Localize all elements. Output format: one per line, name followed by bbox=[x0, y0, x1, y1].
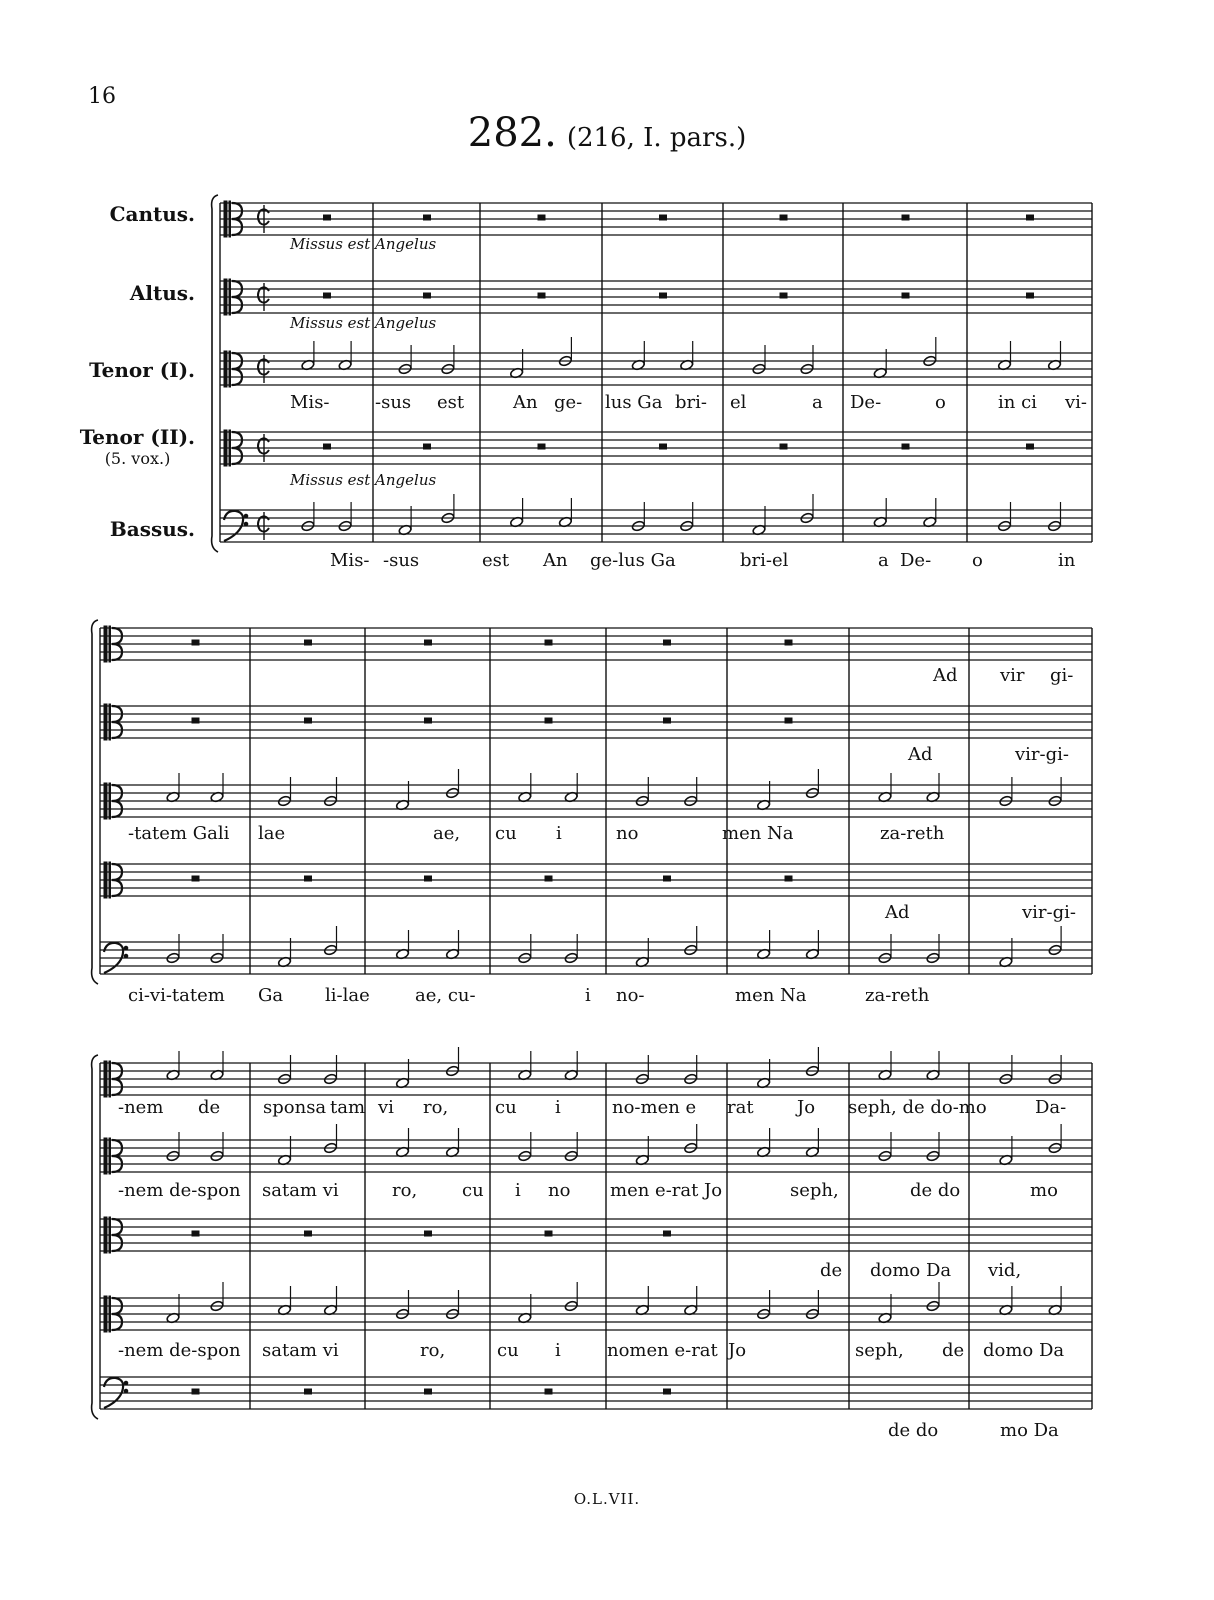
c-clef-icon bbox=[104, 1061, 107, 1097]
whole-rest-icon bbox=[324, 293, 331, 298]
c-clef-icon bbox=[104, 1296, 107, 1332]
lyric-s1-t1-5: lus Ga bbox=[605, 392, 663, 413]
voice-label-altus: Altus. bbox=[129, 281, 195, 305]
lyric-s2-t1-7: za-reth bbox=[880, 823, 945, 844]
motet-number: 282. bbox=[467, 110, 557, 156]
lyric-s3-t2-6: Jo bbox=[728, 1340, 747, 1361]
lyric-s2-b-4: i bbox=[585, 985, 591, 1006]
lyric-s3-c-8: no-men e bbox=[612, 1097, 697, 1118]
whole-rest-icon bbox=[538, 215, 545, 220]
c-clef-icon bbox=[109, 1217, 111, 1253]
lyric-s3-t2-1: satam vi bbox=[262, 1340, 339, 1361]
lyric-s1-b-8: o bbox=[972, 550, 983, 571]
c-clef-icon bbox=[104, 862, 107, 898]
whole-rest-icon bbox=[664, 1389, 671, 1394]
c-clef-icon bbox=[104, 1217, 107, 1253]
lyric-s3-t1-0: de bbox=[820, 1260, 843, 1281]
f-clef-icon bbox=[244, 522, 248, 526]
lyric-s1-b-7: De- bbox=[900, 550, 932, 571]
whole-rest-icon bbox=[902, 215, 909, 220]
lyric-s1-t1-8: a bbox=[812, 392, 823, 413]
publisher-footer: O.L.VII. bbox=[573, 1490, 641, 1508]
whole-rest-icon bbox=[425, 1231, 432, 1236]
c-clef-icon bbox=[229, 430, 231, 466]
lyric-s3-a-2: ro, bbox=[392, 1180, 418, 1201]
lyric-s3-c-12: Da- bbox=[1035, 1097, 1067, 1118]
lyric-s1-b-0: Mis- bbox=[330, 550, 370, 571]
c-clef-icon bbox=[104, 1138, 107, 1174]
voice-label-cantus: Cantus. bbox=[109, 202, 195, 226]
lyric-s3-a-0: -nem de-spon bbox=[118, 1180, 241, 1201]
whole-rest-icon bbox=[660, 444, 667, 449]
lyric-s3-a-3: cu bbox=[462, 1180, 484, 1201]
whole-rest-icon bbox=[192, 1389, 199, 1394]
lyric-s2-t1-1: lae bbox=[258, 823, 286, 844]
whole-rest-icon bbox=[424, 215, 431, 220]
whole-rest-icon bbox=[902, 293, 909, 298]
whole-rest-icon bbox=[305, 718, 312, 723]
f-clef-icon bbox=[124, 1381, 128, 1385]
lyric-s2-b-5: no- bbox=[616, 985, 645, 1006]
system-bracket bbox=[92, 1055, 98, 1419]
whole-rest-icon bbox=[538, 444, 545, 449]
c-clef-icon bbox=[104, 626, 107, 662]
lyric-s3-a-1: satam vi bbox=[262, 1180, 339, 1201]
lyric-s3-a-4: i bbox=[515, 1180, 521, 1201]
whole-rest-icon bbox=[324, 444, 331, 449]
whole-rest-icon bbox=[664, 1231, 671, 1236]
lyric-s2-c-2: gi- bbox=[1050, 665, 1074, 686]
c-clef-icon bbox=[229, 351, 231, 387]
lyric-s1-b-4: ge-lus Ga bbox=[590, 550, 676, 571]
whole-rest-icon bbox=[545, 640, 552, 645]
lyric-s3-c-6: cu bbox=[495, 1097, 517, 1118]
lyric-s2-t1-6: men Na bbox=[722, 823, 794, 844]
c-clef-icon bbox=[104, 704, 107, 740]
lyric-s2-b-6: men Na bbox=[735, 985, 807, 1006]
lyric-s1-t1-7: el bbox=[730, 392, 747, 413]
lyric-s3-c-1: de bbox=[198, 1097, 221, 1118]
whole-rest-icon bbox=[664, 876, 671, 881]
lyric-s3-c-9: rat bbox=[727, 1097, 754, 1118]
whole-rest-icon bbox=[660, 293, 667, 298]
whole-rest-icon bbox=[305, 1389, 312, 1394]
lyric-s3-a-6: men e-rat Jo bbox=[610, 1180, 723, 1201]
voice-sublabel-tenor2: (5. vox.) bbox=[104, 449, 171, 468]
whole-rest-icon bbox=[660, 215, 667, 220]
lyric-s3-t2-5: nomen e-rat bbox=[607, 1340, 718, 1361]
lyric-s2-t1-5: no bbox=[616, 823, 639, 844]
whole-rest-icon bbox=[1027, 444, 1034, 449]
lyric-s1-b-2: est bbox=[482, 550, 510, 571]
c-clef-icon bbox=[224, 430, 227, 466]
c-clef-icon bbox=[109, 1296, 111, 1332]
whole-rest-icon bbox=[324, 215, 331, 220]
whole-rest-icon bbox=[785, 876, 792, 881]
lyric-s2-t1-4: i bbox=[556, 823, 562, 844]
whole-rest-icon bbox=[785, 640, 792, 645]
lyric-s3-t2-4: i bbox=[555, 1340, 561, 1361]
whole-rest-icon bbox=[424, 444, 431, 449]
incipit-tenor2: Missus est Angelus bbox=[290, 471, 437, 489]
whole-rest-icon bbox=[545, 1389, 552, 1394]
c-clef-icon bbox=[104, 783, 107, 819]
lyric-s3-t2-9: domo Da bbox=[983, 1340, 1065, 1361]
voice-label-tenor2-name: Tenor (II). bbox=[79, 425, 195, 449]
lyric-s3-t2-0: -nem de-spon bbox=[118, 1340, 241, 1361]
f-clef-icon bbox=[124, 946, 128, 950]
lyric-s2-a-1: vir-gi- bbox=[1015, 744, 1069, 765]
incipit-altus: Missus est Angelus bbox=[290, 314, 437, 332]
lyric-s3-b-0: de do bbox=[888, 1420, 939, 1441]
lyric-s1-b-3: An bbox=[543, 550, 568, 571]
c-clef-icon bbox=[109, 862, 111, 898]
lyric-s1-t1-4: ge- bbox=[554, 392, 583, 413]
c-clef-icon bbox=[109, 626, 111, 662]
c-clef-icon bbox=[109, 783, 111, 819]
lyric-s3-a-8: de do bbox=[910, 1180, 961, 1201]
lyric-s1-t1-9: De- bbox=[850, 392, 882, 413]
whole-rest-icon bbox=[425, 1389, 432, 1394]
lyric-s3-c-5: ro, bbox=[423, 1097, 449, 1118]
c-clef-icon bbox=[109, 1138, 111, 1174]
lyric-s1-t1-6: bri- bbox=[675, 392, 707, 413]
lyric-s3-c-3: tam bbox=[330, 1097, 366, 1118]
lyric-s2-t2-0: Ad bbox=[885, 902, 910, 923]
lyric-s1-t1-1: -sus bbox=[375, 392, 412, 413]
lyric-s3-t2-3: cu bbox=[497, 1340, 519, 1361]
lyric-s3-a-5: no bbox=[548, 1180, 571, 1201]
c-clef-icon bbox=[229, 201, 231, 237]
lyric-s3-c-0: -nem bbox=[118, 1097, 164, 1118]
c-clef-icon bbox=[224, 351, 227, 387]
whole-rest-icon bbox=[305, 1231, 312, 1236]
lyric-s3-a-9: mo bbox=[1030, 1180, 1058, 1201]
lyric-s3-c-4: vi bbox=[378, 1097, 394, 1118]
whole-rest-icon bbox=[785, 718, 792, 723]
whole-rest-icon bbox=[664, 718, 671, 723]
lyric-s3-c-7: i bbox=[555, 1097, 561, 1118]
lyric-s1-t1-11: in ci bbox=[998, 392, 1037, 413]
c-clef-icon bbox=[109, 704, 111, 740]
whole-rest-icon bbox=[545, 718, 552, 723]
lyric-s2-a-0: Ad bbox=[908, 744, 933, 765]
whole-rest-icon bbox=[425, 640, 432, 645]
whole-rest-icon bbox=[1027, 293, 1034, 298]
system-bracket bbox=[212, 195, 218, 552]
whole-rest-icon bbox=[780, 215, 787, 220]
whole-rest-icon bbox=[538, 293, 545, 298]
lyric-s3-c-10: Jo bbox=[797, 1097, 816, 1118]
voice-label-tenor1: Tenor (I). bbox=[89, 358, 195, 382]
lyric-s3-t2-7: seph, bbox=[855, 1340, 904, 1361]
lyric-s2-t1-0: -tatem Gali bbox=[128, 823, 230, 844]
lyric-s2-b-1: Ga bbox=[258, 985, 284, 1006]
f-clef-icon bbox=[244, 514, 248, 518]
lyric-s1-b-6: a bbox=[878, 550, 889, 571]
lyric-s1-b-9: in bbox=[1058, 550, 1076, 571]
whole-rest-icon bbox=[545, 876, 552, 881]
lyric-s1-t1-12: vi- bbox=[1065, 392, 1088, 413]
lyric-s3-t2-8: de bbox=[942, 1340, 965, 1361]
lyric-s2-t1-3: cu bbox=[495, 823, 517, 844]
whole-rest-icon bbox=[780, 444, 787, 449]
whole-rest-icon bbox=[192, 718, 199, 723]
c-clef-icon bbox=[224, 201, 227, 237]
motet-subtitle: (216, I. pars.) bbox=[566, 123, 747, 153]
lyric-s2-c-1: vir bbox=[1000, 665, 1025, 686]
incipit-cantus: Missus est Angelus bbox=[290, 235, 437, 253]
c-clef-icon bbox=[224, 279, 227, 315]
whole-rest-icon bbox=[192, 640, 199, 645]
lyric-s2-t1-2: ae, bbox=[433, 823, 461, 844]
voice-label-bassus: Bassus. bbox=[109, 517, 195, 541]
lyric-s1-t1-10: o bbox=[935, 392, 946, 413]
whole-rest-icon bbox=[902, 444, 909, 449]
lyric-s1-t1-0: Mis- bbox=[290, 392, 330, 413]
f-clef-icon bbox=[124, 1389, 128, 1393]
whole-rest-icon bbox=[192, 876, 199, 881]
lyric-s1-t1-3: An bbox=[513, 392, 538, 413]
lyric-s3-t2-2: ro, bbox=[420, 1340, 446, 1361]
whole-rest-icon bbox=[305, 876, 312, 881]
lyric-s2-c-0: Ad bbox=[933, 665, 958, 686]
whole-rest-icon bbox=[425, 718, 432, 723]
whole-rest-icon bbox=[425, 876, 432, 881]
lyric-s3-t1-2: vid, bbox=[988, 1260, 1022, 1281]
whole-rest-icon bbox=[664, 640, 671, 645]
whole-rest-icon bbox=[780, 293, 787, 298]
whole-rest-icon bbox=[305, 640, 312, 645]
whole-rest-icon bbox=[545, 1231, 552, 1236]
c-clef-icon bbox=[229, 279, 231, 315]
lyric-s1-b-5: bri-el bbox=[740, 550, 789, 571]
whole-rest-icon bbox=[1027, 215, 1034, 220]
whole-rest-icon bbox=[192, 1231, 199, 1236]
f-clef-icon bbox=[124, 954, 128, 958]
system-bracket bbox=[92, 620, 98, 984]
lyric-s2-t2-1: vir-gi- bbox=[1022, 902, 1076, 923]
lyric-s3-c-11: seph, de do-mo bbox=[848, 1097, 987, 1118]
whole-rest-icon bbox=[424, 293, 431, 298]
lyric-s3-c-2: sponsa bbox=[263, 1097, 327, 1118]
lyric-s1-b-1: -sus bbox=[383, 550, 420, 571]
lyric-s3-a-7: seph, bbox=[790, 1180, 839, 1201]
lyric-s1-t1-2: est bbox=[437, 392, 465, 413]
lyric-s2-b-0: ci-vi-tatem bbox=[128, 985, 225, 1006]
lyric-s2-b-2: li-lae bbox=[325, 985, 370, 1006]
lyric-s3-b-1: mo Da bbox=[1000, 1420, 1059, 1441]
lyric-s3-t1-1: domo Da bbox=[870, 1260, 952, 1281]
page-number: 16 bbox=[88, 84, 116, 109]
c-clef-icon bbox=[109, 1061, 111, 1097]
lyric-s2-b-3: ae, cu- bbox=[415, 985, 476, 1006]
lyric-s2-b-7: za-reth bbox=[865, 985, 930, 1006]
